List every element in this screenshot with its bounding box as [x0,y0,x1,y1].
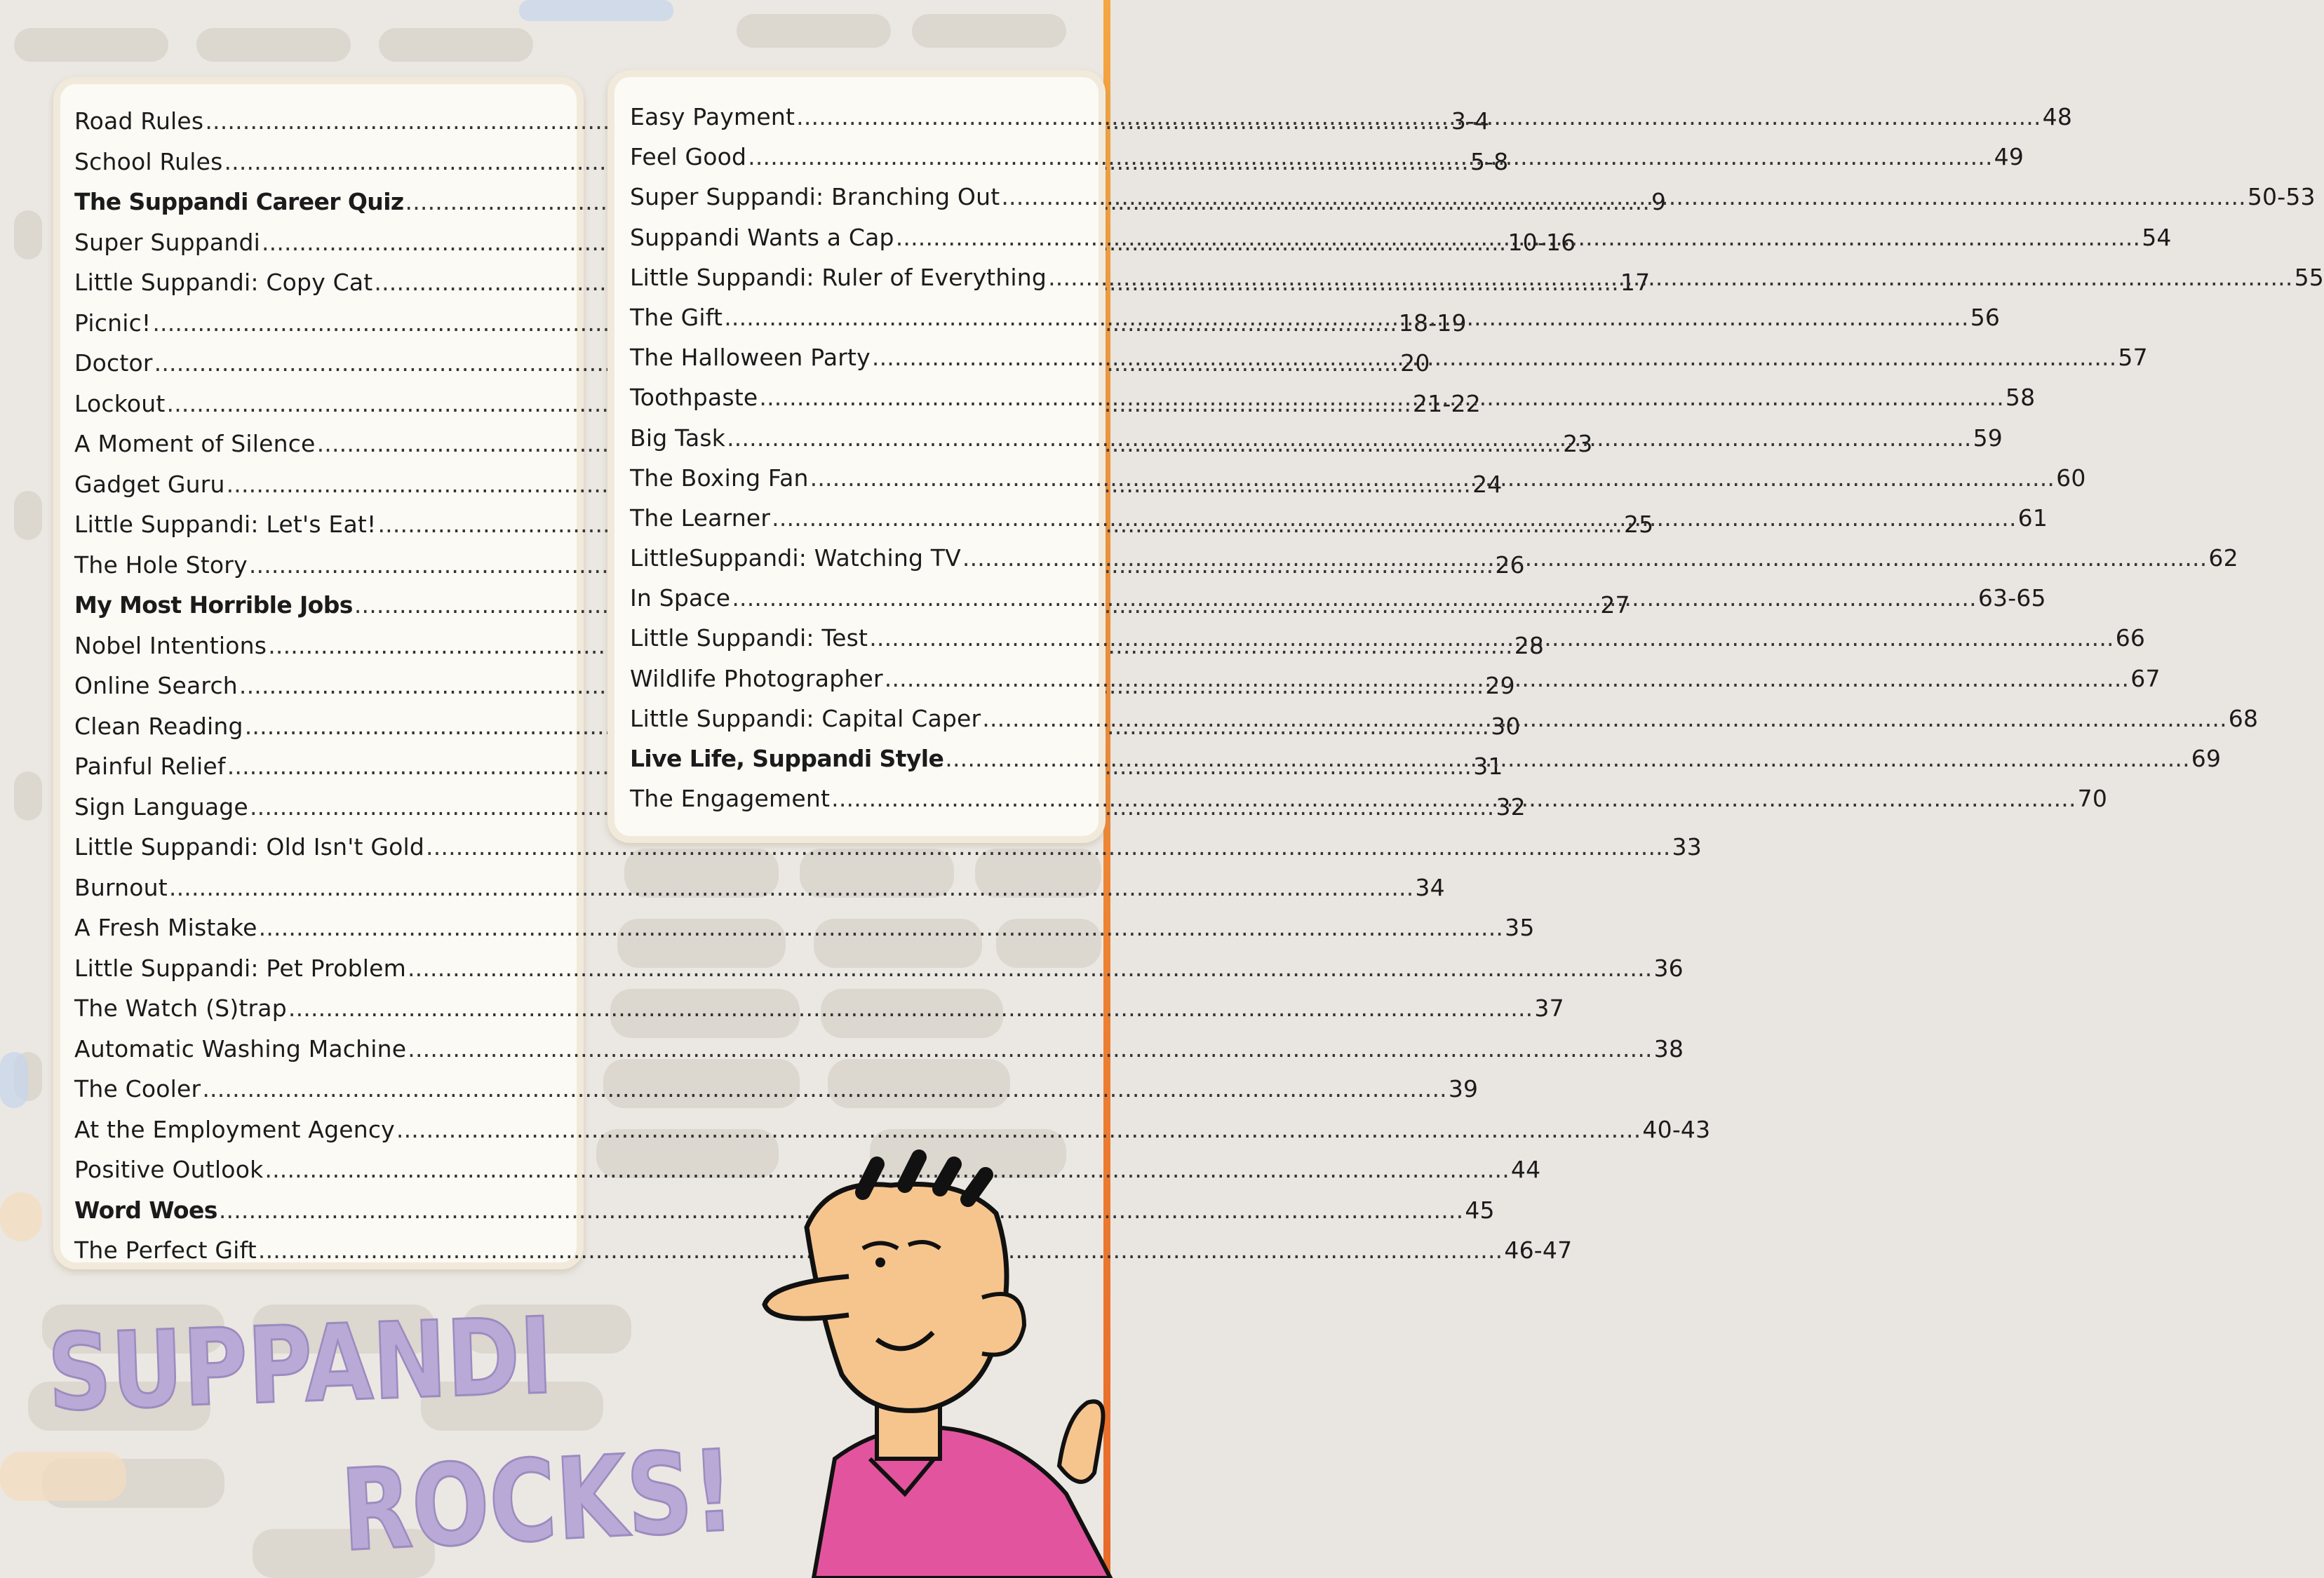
toc-entry-page: 38 [1653,1034,1684,1063]
toc-entry-title: The Suppandi Career Quiz [74,188,404,215]
logo-line-2: ROCKS! [338,1420,828,1577]
toc-entry-title: Lockout [74,389,166,417]
toc-entry-page: 9 [1651,188,1667,215]
toc-entry-title: Word Woes [74,1196,217,1224]
toc-entry-page: 55 [2294,263,2324,291]
toc-entry-title: Burnout [74,873,168,901]
toc-entry-page: 67 [2130,664,2161,692]
toc-entry-page: 35 [1505,914,1535,941]
toc-entry-page: 18-19 [1398,309,1467,337]
toc-entry-page: 30 [1491,712,1521,740]
toc-entry-page: 31 [1473,753,1503,780]
toc-entry-title: The Perfect Gift [74,1236,257,1264]
toc-entry-title: The Engagement [630,785,831,813]
toc-entry [74,1110,1711,1150]
toc-entry-leader-dots [202,1069,1447,1110]
toc-entry-leader-dots [169,868,1414,908]
toc-entry-page: 26 [1495,551,1525,579]
toc-entry-page: 46-47 [1504,1236,1573,1264]
toc-entry-title: The Hole Story [74,551,248,579]
toc-entry-leader-dots [962,538,2208,578]
toc-entry-page: 69 [2191,745,2222,772]
toc-entry-title: School Rules [74,147,223,175]
toc-entry-page: 23 [1563,430,1593,457]
toc-entry-page: 49 [1994,143,2024,171]
toc-entry-page: 63-65 [1977,584,2046,612]
toc-entry-title: Little Suppandi: Ruler of Everything [630,263,1047,291]
toc-entry-title: The Gift [630,303,723,331]
toc-entry-page: 3-4 [1451,107,1490,135]
toc-entry [74,988,1564,1029]
toc-entry [74,1190,1495,1231]
toc-entry-leader-dots [896,217,2141,257]
toc-entry-page: 66 [2115,624,2146,652]
toc-entry-title: Gadget Guru [74,470,225,498]
toc-entry-title: Easy Payment [630,103,795,130]
toc-entry-page: 29 [1485,672,1515,699]
toc-entry-leader-dots [885,659,2130,699]
toc-entry-title: My Most Horrible Jobs [74,591,353,619]
toc-entry-leader-dots [869,618,2114,658]
toc-entry-page: 37 [1534,994,1564,1022]
toc-entry-leader-dots [831,778,2076,818]
toc-entry-page: 61 [2017,504,2048,532]
toc-entry-title: Little Suppandi: Let's Eat! [74,511,377,538]
toc-entry [74,908,1535,948]
toc-entry-page: 5-8 [1470,147,1509,175]
toc-entry [74,827,1702,868]
toc-entry-leader-dots [1001,177,2246,217]
suppandi-character [730,1164,1110,1578]
toc-entry-title: The Cooler [74,1075,201,1102]
toc-entry [74,1069,1479,1110]
toc-entry-title: Painful Relief [74,753,226,780]
toc-entry-page: 57 [2118,344,2148,372]
toc-entry [74,1149,1541,1190]
toc-entry-leader-dots [408,1029,1653,1070]
toc-entry-page: 40-43 [1642,1115,1711,1143]
toc-entry-leader-dots [1048,257,2293,297]
toc-entry [74,948,1684,989]
toc-entry-leader-dots [810,458,2055,498]
toc-entry-title: The Boxing Fan [630,464,809,492]
toc-entry-title: Nobel Intentions [74,631,267,659]
toc-entry-page: 60 [2056,464,2086,492]
toc-entry-title: At the Employment Agency [74,1115,395,1143]
toc-entry-title: Super Suppandi [74,228,260,256]
toc-entry-leader-dots [748,137,1993,177]
toc-entry-title: Road Rules [74,107,204,135]
toc-entry-page: 33 [1672,833,1702,861]
toc-entry-title: In Space [630,584,731,612]
toc-entry-page: 21-22 [1413,389,1481,417]
toc-entry-title: Clean Reading [74,712,243,740]
toc-entry [74,1230,1573,1271]
toc-entry-title: Automatic Washing Machine [74,1034,407,1063]
toc-entry-page: 62 [2208,544,2238,572]
suppandi-rocks-logo [35,1283,828,1578]
toc-entry-title: The Watch (S)trap [74,994,287,1022]
logo-line-1: SUPPANDI [46,1292,652,1435]
toc-entry-title: Little Suppandi: Pet Problem [74,954,406,982]
toc-entry-page: 32 [1496,793,1526,821]
toc-entry-leader-dots [259,908,1504,948]
toc-entry-title: A Fresh Mistake [74,914,257,941]
toc-entry-title: Doctor [74,349,153,377]
toc-entry [74,1029,1684,1070]
toc-entry-page: 27 [1600,591,1630,619]
toc-entry-leader-dots [396,1110,1641,1150]
toc-entry-leader-dots [727,418,1972,458]
toc-entry-title: The Learner [630,504,771,532]
toc-entry-page: 70 [2077,785,2108,813]
toc-entry-title: Little Suppandi: Copy Cat [74,269,373,296]
toc-entry-title: Toothpaste [630,384,758,412]
toc-entry-page: 36 [1653,954,1684,982]
toc-entry-title: Live Life, Suppandi Style [630,745,944,772]
toc-entry [74,868,1445,908]
toc-entry-title: Picnic! [74,309,152,337]
toc-entry-page: 54 [2142,223,2172,251]
toc-entry-leader-dots [796,97,2041,137]
toc-entry-page: 58 [2005,384,2036,412]
toc-entry-page: 45 [1465,1196,1495,1224]
toc-entry-title: LittleSuppandi: Watching TV [630,544,961,572]
toc-entry-title: Feel Good [630,143,747,171]
toc-entry-page: 24 [1472,470,1503,498]
toc-entry-page: 50-53 [2247,183,2316,211]
toc-entry-page: 28 [1514,631,1545,659]
toc-entry-title: The Halloween Party [630,344,871,372]
toc-entry-page: 48 [2042,103,2073,130]
toc-entry-page: 59 [1973,424,2003,452]
toc-entry-title: A Moment of Silence [74,430,316,457]
toc-entry-leader-dots [872,337,2117,377]
toc-entry-page: 25 [1623,511,1654,538]
toc-entry-title: Super Suppandi: Branching Out [630,183,1000,211]
toc-entry-leader-dots [724,297,1969,337]
toc-entry-page: 68 [2228,704,2259,732]
toc-entry-leader-dots [772,498,2017,538]
toc-entry-page: 17 [1620,269,1651,296]
toc-entry-leader-dots [759,377,2004,417]
toc-entry-title: Little Suppandi: Test [630,624,868,652]
toc-entry-page: 20 [1400,349,1430,377]
toc-entry-title: Little Suppandi: Old Isn't Gold [74,833,425,861]
toc-entry-title: Online Search [74,672,238,699]
toc-entry-title: Big Task [630,424,726,452]
toc-entry-title: Little Suppandi: Capital Caper [630,704,981,732]
toc-entry-page: 44 [1510,1156,1541,1183]
toc-entry-page: 56 [1970,303,2001,331]
toc-entry-leader-dots [945,739,2190,778]
toc-entry-leader-dots [982,699,2227,739]
toc-entry-title: Sign Language [74,793,248,821]
toc-entry-title: Wildlife Photographer [630,664,883,692]
toc-entry-leader-dots [732,578,1977,618]
toc-entry-title: Positive Outlook [74,1156,264,1183]
toc-entry-leader-dots [288,988,1533,1029]
toc-entry-leader-dots [408,948,1653,989]
toc-entry-page: 39 [1448,1075,1479,1102]
toc-entry-page: 10-16 [1507,228,1576,256]
toc-entry [630,177,2316,217]
toc-entry-title: Suppandi Wants a Cap [630,223,894,251]
toc-entry-page: 34 [1415,873,1445,901]
